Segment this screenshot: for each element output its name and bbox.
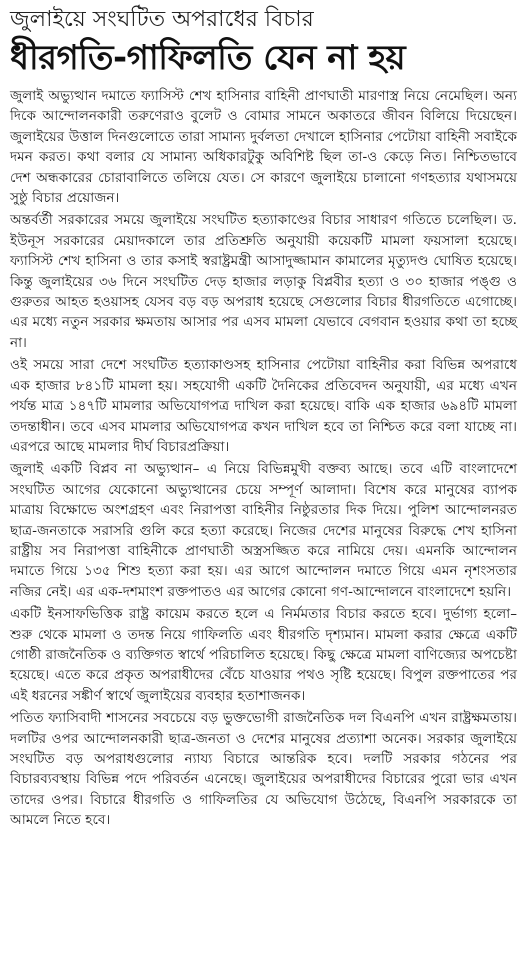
article-body	[10, 86, 517, 831]
article-headline: ধীরগতি-গাফিলতি যেন না হয়	[10, 38, 406, 78]
article-kicker: জুলাইয়ে সংঘটিত অপরাধের বিচার	[10, 7, 314, 32]
article-paragraph-3: ওই সময়ে সারা দেশে সংঘটিত হত্যাকাণ্ডসহ হাসিনার পেটোয়া বাহিনীর করা বিভিন্ন অপরাধে এক হাজার ৮৪১টি মামলা হয়। সহযোগী একটি দৈনিকের প্রতিবেদন অনুযায়ী, এর মধ্যে এখন পর্যন্ত মাত্র ১৪৭টি মামলার অভিযোগপত্র দাখিল করা হয়েছে। বাকি এক হাজার ৬৯৪টি মামলা তদন্তাধীন। তবে এসব মামলার অভিযোগপত্র কখন দাখিল হবে তা নিশ্চিত করে বলা যাচ্ছে না। এরপরে আছে মামলার দীর্ঘ বিচারপ্রক্রিয়া।	[10, 357, 517, 455]
article-paragraph-6: পতিত ফ্যাসিবাদী শাসনের সবচেয়ে বড় ভুক্তভোগী রাজনৈতিক দল বিএনপি এখন রাষ্ট্রক্ষমতায়। দলটির ওপর আন্দোলনকারী ছাত্র-জনতা ও দেশের মানুষের প্রত্যাশা অনেক। সরকার জুলাইয়ে সংঘটিত বড় অপরাধগুলোর ন্যায্য বিচারে আন্তরিক হবে। দলটি সরকার গঠনের পর বিচারব্যবস্থায় বিভিন্ন পদে পরিবর্তন এনেছে। জুলাইয়ের অপরাধীদের বিচারের পুরো ভার এখন তাদের ওপর। বিচারে ধীরগতি ও গাফিলতির যে অভিযোগ উঠেছে, বিএনপি সরকারকে তা আমলে নিতে হবে।	[10, 710, 517, 829]
article-paragraph-5: একটি ইনসাফভিত্তিক রাষ্ট্র কায়েম করতে হলে এ নির্মমতার বিচার করতে হবে। দুর্ভাগ্য হলো– শুরু থেকে মামলা ও তদন্ত নিয়ে গাফিলতি এবং ধীরগতি দৃশ্যমান। মামলা করার ক্ষেত্রে একটি গোষ্ঠী রাজনৈতিক ও ব্যক্তিগত স্বার্থে পরিচালিত হয়েছে। কিছু ক্ষেত্রে মামলা বাণিজ্যের অপচেষ্টা হয়েছে। এতে করে প্রকৃত অপরাধীদের বেঁচে যাওয়ার পথও সৃষ্টি হয়েছে। বিপুল রক্তপাতের পর এই ধরনের সঙ্কীর্ণ স্বার্থে জুলাইয়ের ব্যবহার হতাশাজনক।	[10, 606, 517, 704]
article-paragraph-1: জুলাই অভ্যুত্থান দমাতে ফ্যাসিস্ট শেখ হাসিনার বাহিনী প্রাণঘাতী মারণাস্ত্র নিয়ে নেমেছিল। অন্য দিকে আন্দোলনকারী তরুণেরাও বুলেট ও বোমার সামনে অকাতরে জীবন বিলিয়ে দিয়েছেন। জুলাইয়ের উত্তাল দিনগুলোতে তারা সামান্য দুর্বলতা দেখালে হাসিনার পেটোয়া বাহিনী সবাইকে দমন করত। কথা বলার যে সামান্য অধিকারটুকু অবিশিষ্ট ছিল তা-ও কেড়ে নিত। নিশ্চিতভাবে দেশ অন্ধকারের চোরাবালিতে তলিয়ে যেত। সে কারণে জুলাইয়ে চালানো গণহত্যার যথাসময়ে সুষ্ঠু বিচার প্রয়োজন।	[10, 88, 517, 207]
article-paragraph-4: জুলাই একটি বিপ্লব না অভ্যুত্থান– এ নিয়ে বিভিন্নমুখী বক্তব্য আছে। তবে এটি বাংলাদেশে সংঘটিত আগের যেকোনো অভ্যুত্থানের চেয়ে সম্পূর্ণ আলাদা। বিশেষ করে মানুষের ব্যাপক মাত্রায় বিক্ষোভে অংশগ্রহণ এবং নিরাপত্তা বাহিনীর নিষ্ঠুরতার দিক দিয়ে। পুলিশ আন্দোলনরত ছাত্র-জনতাকে সরাসরি গুলি করে হত্যা করেছে। নিজের দেশের মানুষের বিরুদ্ধে শেখ হাসিনা রাষ্ট্রীয় সব নিরাপত্তা বাহিনীকে প্রাণঘাতী অস্ত্রসজ্জিত করে নামিয়ে দেয়। এমনকি আন্দোলন দমাতে গিয়ে ১৩৫ শিশু হত্যা করা হয়। এর আগে আন্দোলন দমাতে গিয়ে এমন নৃশংসতার নজির নেই। এর এক-দশমাংশ রক্তপাতও এর আগের কোনো গণ-আন্দোলনে বাংলাদেশে হয়নি।	[10, 461, 517, 600]
article-paragraph-2: অন্তর্বর্তী সরকারের সময়ে জুলাইয়ে সংঘটিত হত্যাকাণ্ডের বিচার সাধারণ গতিতে চলেছিল। ড. ইউনূস সরকারের মেয়াদকালে তার প্রতিশ্রুতি অনুযায়ী কয়েকটি মামলা ফয়সালা হয়েছে। ফ্যাসিস্ট শেখ হাসিনা ও তার কসাই স্বরাষ্ট্রমন্ত্রী আসাদুজ্জামান কামালের মৃত্যুদণ্ড ঘোষিত হয়েছে। কিন্তু জুলাইয়ের ৩৬ দিনে সংঘটিত দেড় হাজার লড়াকু বিপ্লবীর হত্যা ও ৩০ হাজার পঙ্গু ও গুরুতর আহত হওয়াসহ যেসব বড় বড় অপরাধ হয়েছে সেগুলোর বিচার ধীরগতিতে এগোচ্ছে। এর মধ্যে নতুন সরকার ক্ষমতায় আসার পর এসব মামলা যেভাবে বেগবান হওয়ার কথা তা হচ্ছে না।	[10, 212, 517, 351]
